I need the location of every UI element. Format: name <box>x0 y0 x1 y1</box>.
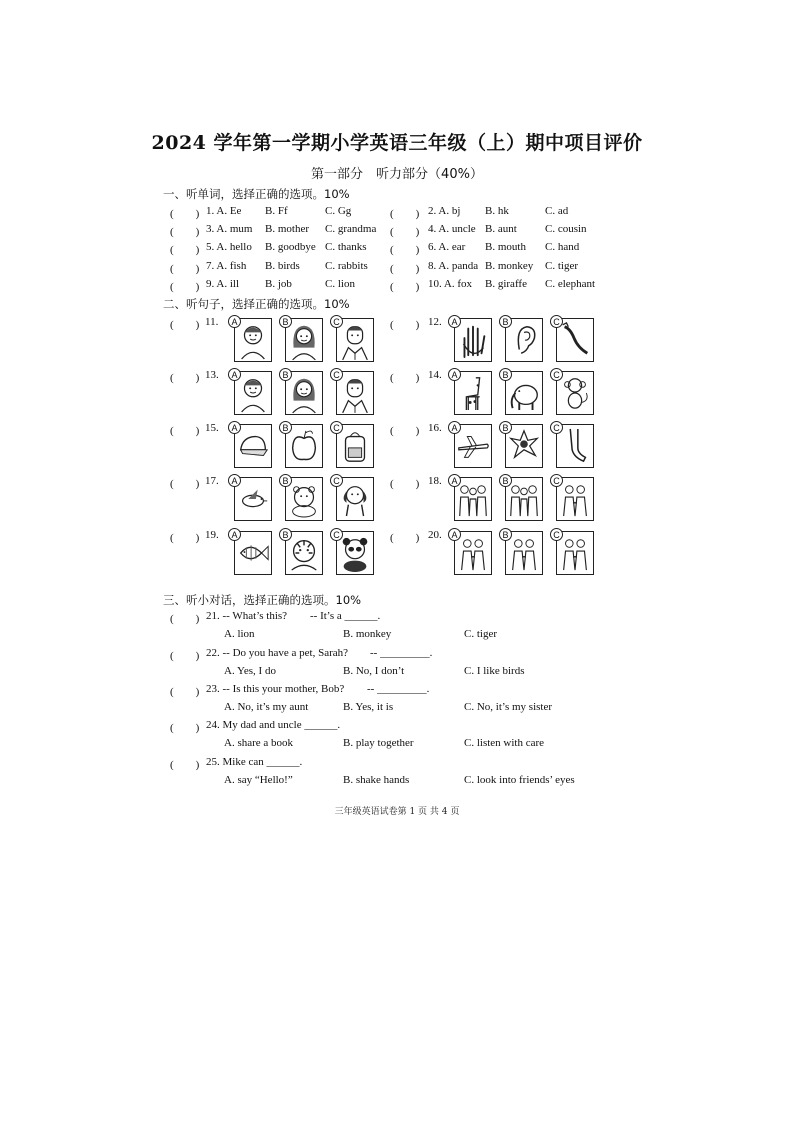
section3-heading: 三、听小对话，选择正确的选项。10% <box>163 593 362 607</box>
question-option-c: C. thanks <box>325 241 367 253</box>
option-letter-a: A <box>228 528 241 541</box>
answer-blank[interactable]: ( ) <box>170 372 200 384</box>
answer-blank[interactable]: ( ) <box>390 226 420 238</box>
option-letter-c: C <box>550 421 563 434</box>
answer-blank[interactable]: ( ) <box>390 425 420 437</box>
question-option-b: B. goodbye <box>265 241 316 253</box>
question-option-c: C. rabbits <box>325 260 368 272</box>
question-number: 15. <box>205 422 219 434</box>
question-number: 17. <box>205 475 219 487</box>
answer-blank[interactable]: ( ) <box>170 532 200 544</box>
option-letter-b: B <box>499 368 512 381</box>
question-option-b: B. birds <box>265 260 300 272</box>
question-text: 22. -- Do you have a pet, Sarah? <box>206 647 349 659</box>
answer-blank[interactable]: ( ) <box>390 532 420 544</box>
option-letter-b: B <box>279 528 292 541</box>
option-letter-b: B <box>279 421 292 434</box>
answer-blank[interactable]: ( ) <box>170 425 200 437</box>
answer-blank[interactable]: ( ) <box>390 208 420 220</box>
question-option-a: 1. A. Ee <box>206 205 242 217</box>
option-letter-c: C <box>550 474 563 487</box>
section2-heading: 二、听句子，选择正确的选项。10% <box>163 297 350 311</box>
option-letter-c: C <box>550 368 563 381</box>
question-text: 25. Mike can ______. <box>206 756 303 768</box>
answer-blank[interactable]: ( ) <box>170 244 200 256</box>
question-number: 12. <box>428 316 442 328</box>
question-text: 24. My dad and uncle ______. <box>206 719 341 731</box>
question-option-b: B. giraffe <box>485 278 527 290</box>
option-letter-b: B <box>499 421 512 434</box>
option-letter-a: A <box>448 528 461 541</box>
option-letter-c: C <box>330 474 343 487</box>
answer-blank[interactable]: ( ) <box>390 372 420 384</box>
option-letter-a: A <box>448 421 461 434</box>
answer-blank[interactable]: ( ) <box>390 281 420 293</box>
option-letter-c: C <box>330 315 343 328</box>
question-text: 23. -- Is this your mother, Bob? <box>206 683 345 695</box>
question-option-a: 3. A. mum <box>206 223 253 235</box>
question-option-a: 5. A. hello <box>206 241 252 253</box>
question-option-c: C. hand <box>545 241 580 253</box>
question-text: 21. -- What’s this? <box>206 610 288 622</box>
question-option-a: 10. A. fox <box>428 278 472 290</box>
question-option-a: A. say “Hello!” <box>224 774 293 786</box>
question-option-a: A. Yes, I do <box>224 665 276 677</box>
option-letter-a: A <box>228 474 241 487</box>
option-letter-a: A <box>448 368 461 381</box>
option-letter-a: A <box>228 421 241 434</box>
option-letter-c: C <box>330 368 343 381</box>
question-response: -- _________. <box>370 647 433 659</box>
option-letter-a: A <box>448 474 461 487</box>
option-letter-c: C <box>550 528 563 541</box>
answer-blank[interactable]: ( ) <box>390 263 420 275</box>
option-letter-c: C <box>330 421 343 434</box>
question-option-b: B. No, I don’t <box>343 665 405 677</box>
question-option-b: B. Ff <box>265 205 288 217</box>
question-option-a: A. share a book <box>224 737 294 749</box>
question-option-c: C. cousin <box>545 223 587 235</box>
question-response: -- _________. <box>367 683 430 695</box>
option-letter-a: A <box>228 368 241 381</box>
question-option-a: A. lion <box>224 628 255 640</box>
question-option-b: B. play together <box>343 737 414 749</box>
question-number: 13. <box>205 369 219 381</box>
answer-blank[interactable]: ( ) <box>390 478 420 490</box>
question-option-c: C. look into friends’ eyes <box>464 774 575 786</box>
option-letter-c: C <box>330 528 343 541</box>
question-option-b: B. job <box>265 278 292 290</box>
question-response: -- It’s a ______. <box>310 610 381 622</box>
question-option-c: C. No, it’s my sister <box>464 701 553 713</box>
option-letter-b: B <box>279 368 292 381</box>
question-option-b: B. monkey <box>485 260 534 272</box>
answer-blank[interactable]: ( ) <box>170 686 200 698</box>
question-option-c: C. tiger <box>545 260 578 272</box>
answer-blank[interactable]: ( ) <box>170 650 200 662</box>
section1-heading: 一、听单词，选择正确的选项。10% <box>163 187 350 201</box>
option-letter-c: C <box>550 315 563 328</box>
question-number: 18. <box>428 475 442 487</box>
question-option-c: C. grandma <box>325 223 377 235</box>
question-option-c: C. I like birds <box>464 665 525 677</box>
option-letter-b: B <box>499 528 512 541</box>
answer-blank[interactable]: ( ) <box>170 226 200 238</box>
question-option-a: 9. A. ill <box>206 278 240 290</box>
answer-blank[interactable]: ( ) <box>390 244 420 256</box>
question-option-a: 4. A. uncle <box>428 223 476 235</box>
question-number: 11. <box>205 316 219 328</box>
question-option-b: B. aunt <box>485 223 517 235</box>
question-option-b: B. hk <box>485 205 509 217</box>
question-option-c: C. ad <box>545 205 569 217</box>
question-number: 14. <box>428 369 442 381</box>
option-letter-a: A <box>228 315 241 328</box>
question-option-a: A. No, it’s my aunt <box>224 701 309 713</box>
option-letter-b: B <box>279 315 292 328</box>
page-footer: 三年级英语试卷第 1 页 共 4 页 <box>334 807 460 817</box>
question-number: 19. <box>205 529 219 541</box>
option-letter-a: A <box>448 315 461 328</box>
question-option-c: C. elephant <box>545 278 596 290</box>
question-number: 20. <box>428 529 442 541</box>
answer-blank[interactable]: ( ) <box>170 208 200 220</box>
answer-blank[interactable]: ( ) <box>170 319 200 331</box>
question-option-c: C. tiger <box>464 628 497 640</box>
answer-blank[interactable]: ( ) <box>170 263 200 275</box>
option-letter-b: B <box>279 474 292 487</box>
question-option-b: B. mother <box>265 223 309 235</box>
question-option-c: C. lion <box>325 278 355 290</box>
question-option-b: B. shake hands <box>343 774 410 786</box>
question-option-c: C. listen with care <box>464 737 545 749</box>
question-option-b: B. mouth <box>485 241 526 253</box>
answer-blank[interactable]: ( ) <box>170 722 200 734</box>
answer-blank[interactable]: ( ) <box>170 281 200 293</box>
question-option-a: 7. A. fish <box>206 260 247 272</box>
answer-blank[interactable]: ( ) <box>390 319 420 331</box>
question-option-a: 8. A. panda <box>428 260 479 272</box>
option-letter-b: B <box>499 315 512 328</box>
answer-blank[interactable]: ( ) <box>170 759 200 771</box>
question-option-c: C. Gg <box>325 205 352 217</box>
answer-blank[interactable]: ( ) <box>170 478 200 490</box>
option-letter-b: B <box>499 474 512 487</box>
question-option-a: 2. A. bj <box>428 205 461 217</box>
question-option-a: 6. A. ear <box>428 241 466 253</box>
question-option-b: B. monkey <box>343 628 392 640</box>
question-option-b: B. Yes, it is <box>343 701 394 713</box>
answer-blank[interactable]: ( ) <box>170 613 200 625</box>
part-subtitle: 第一部分 听力部分（40%） <box>311 167 483 182</box>
page-title: 2024 学年第一学期小学英语三年级（上）期中项目评价 <box>151 132 643 154</box>
question-number: 16. <box>428 422 442 434</box>
